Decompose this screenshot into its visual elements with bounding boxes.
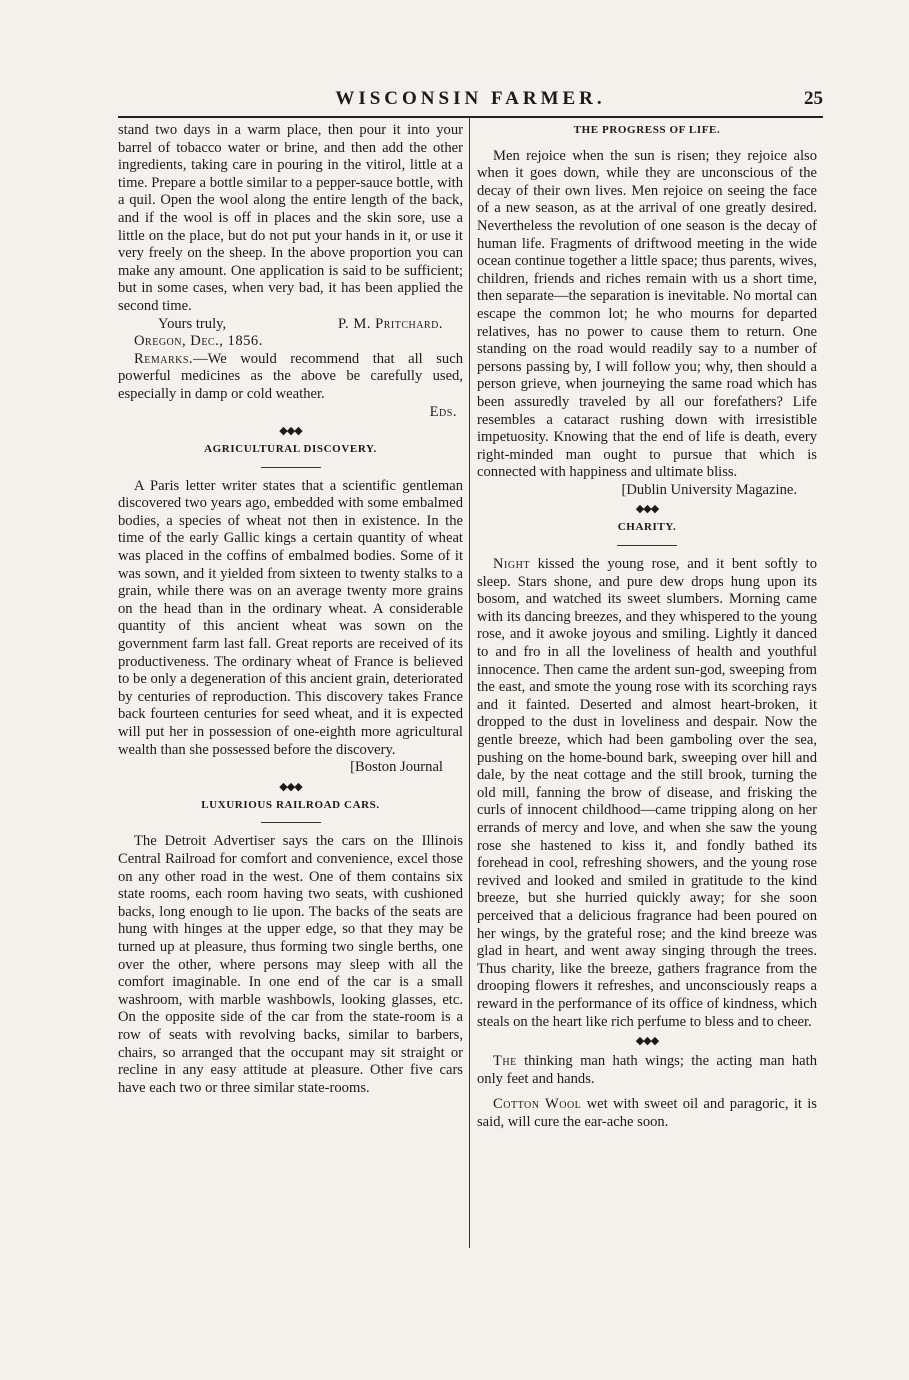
heading-rule [261, 467, 321, 468]
note-cotton-wool: Cotton Wool wet with sweet oil and paragoric, it is said, will cure the ear-ache soon. [477, 1096, 817, 1130]
heading-rule [617, 545, 677, 546]
article-continuation: stand two days in a warm place, then pour it into your barrel of tobacco water or brine, and then add the other ingredients, taking care in pouring in the vitirol, little at a time. Prepare a bottle similar to a pepper-sauce bottle, with a quil. Open the wool along the entire length of the back, and if the wool is off in places and the skin sore, use a little on the place, but do not put your hands in it, or use it very freely on the sheep. In the above proportion you can make any amount. One application is said to be sufficient; but in some cases, when very bad, it has been applied the second time. [118, 122, 463, 314]
article-agricultural-discovery: A Paris letter writer states that a scientific gentleman discovered two years ago, embedded with some embalmed bodies, a species of wheat not then in existence. In the time of the early Gallic kings a certain quantity of wheat was placed in the coffins of embalmed bodies. Some of it was sown, and it yielded from sixteen to twenty stalks to a grain, while there was on an average twenty more grains on the head than in the ordinary wheat. A considerable quantity of this ancient wheat was sown on the government farm last fall. Great reports are received of its productiveness. The ordinary wheat of France is believed to be only a degeneration of this ancient grain, deteriorated by centuries of reproduction. This discovery takes France back fourteen centuries for seed wheat, and it is expected will put her in possession of one-eighth more agricultural wealth than she possessed before the discovery. [118, 477, 463, 758]
heading-progress-of-life: THE PROGRESS OF LIFE. [573, 124, 721, 136]
remarks-label: Remarks. [134, 350, 194, 367]
dateline: Oregon, Dec., 1856. [134, 333, 263, 350]
heading-rule [261, 822, 321, 823]
lead-word: Cotton Wool [493, 1096, 582, 1113]
remarks-text: —We would recommend that all such powerful medicines as the above be carefully used, especially in damp or cold weather. [118, 350, 463, 402]
ornament: ◆◆◆ [635, 1035, 659, 1048]
journal-title: WISCONSIN FARMER. [335, 88, 606, 109]
article-progress-of-life: Men rejoice when the sun is risen; they rejoice also when it goes down, while they are unconscious of the decay of their own lives. Men rejoice on seeing the face of a new season, as at the arrival of one greatly desired. Nevertheless the revolution of one season is the decay of human life. Fragments of driftwood meeting in the wide ocean continue together a little space; thus parents, wives, children, friends and riches remain with us a short time, then separate—the separation is inevitable. No mortal can escape the common lot; he who mourns for departed relatives, has no power to cause them to return. One standing on the road would readily say to a number of persons passing by, I will follow you; why, then should a person grieve, when journeying the same road which has been assuredly traveled by all our forefathers? Life resembles a cataract rushing down with irresistible impetuosity. Knowing that the end of life is death, every right-minded man ought to pursue that which is connected with happiness and ultimate bliss. [477, 147, 817, 481]
page-header [118, 88, 823, 114]
column-divider [469, 118, 470, 1248]
lead-word: The [493, 1053, 517, 1070]
header-rule [118, 116, 823, 118]
author-name: P. M. Pritchard. [338, 315, 443, 332]
signature-line [118, 316, 463, 334]
heading-agricultural-discovery: AGRICULTURAL DISCOVERY. [204, 443, 377, 456]
ornament: ◆◆◆ [279, 780, 302, 793]
ornament: ◆◆◆ [635, 503, 659, 516]
page-number: 25 [804, 88, 823, 109]
aphorism-thinking-man: The thinking man hath wings; the acting man hath only feet and hands. [477, 1053, 817, 1087]
heading-luxurious-railroad-cars: LUXURIOUS RAILROAD CARS. [201, 798, 380, 811]
heading-charity: CHARITY. [617, 521, 677, 534]
source-boston-journal: [Boston Journal [350, 759, 443, 776]
source-dublin-university-magazine: [Dublin University Magazine. [621, 481, 797, 498]
article-charity: Night kissed the young rose, and it bent softly to sleep. Stars shone, and pure dew drops hung upon its bosom, and watched its sweet slumbers. Morning came with its dancing breezes, and they whispered to the young rose, and it awoke joyous and smiling. Lightly it danced to and fro in all the loveliness of health and youthful innocence. Then came the ardent sun-god, sweeping from the east, and smote the young rose with its scorching rays and it fainted. Deserted and almost heart-broken, it dropped to the dust in loveliness and despair. Now the gentle breeze, which had been gamboling over the sea, pushing on the home-bound bark, sweeping over hill and dale, by the neat cottage and the still brook, turning the old mill, fanning the brow of disease, and frisking the curls of innocent childhood—came tripping along on her errands of mercy and love, and when she saw the young rose she hastened to kiss it, and fondly bathed its forehead in cool, refreshing showers, and the young rose revived and looked and smiled in gratitude to the kind breeze, but she hurried quickly away; for she soon perceived that a delicious fragrance had been poured on her wings, by the grateful rose; and the kind breeze was glad in heart, and went away singing through the trees. Thus charity, like the breeze, gathers fragrance from the drooping flowers it refreshes, and unconsciously reaps a reward in the performance of its office of kindness, which steals on the heart like rich perfume to bless and to cheer. [477, 556, 817, 1030]
closing: Yours truly, [158, 315, 227, 332]
ornament: ◆◆◆ [279, 425, 302, 438]
left-column [118, 122, 463, 1097]
right-column [477, 122, 817, 1131]
article-railroad-cars: The Detroit Advertiser says the cars on the Illinois Central Railroad for comfort and convenience, excel those on any other road in the west. One of them contains six state rooms, each room having two seats, with cushioned backs, long enough to lie upon. The backs of the seats are hung with hinges at the upper edge, so that they may be turned up at pleasure, thus forming two single berths, one over the other, where persons may sleep with all the comfort imaginable. In one end of the car is a small washroom, with marble washbowls, looking glasses, etc. On the opposite side of the car from the state-room is a row of seats with revolving backs, similar to barbers, chairs, so arranged that the occupant may sit straight or recline in any easy attitude at pleasure. Other five cars have each two or three similar state-rooms. [118, 833, 463, 1096]
lead-word: Night [493, 556, 530, 573]
remarks [118, 351, 463, 404]
editors-signoff: Eds. [429, 403, 457, 420]
